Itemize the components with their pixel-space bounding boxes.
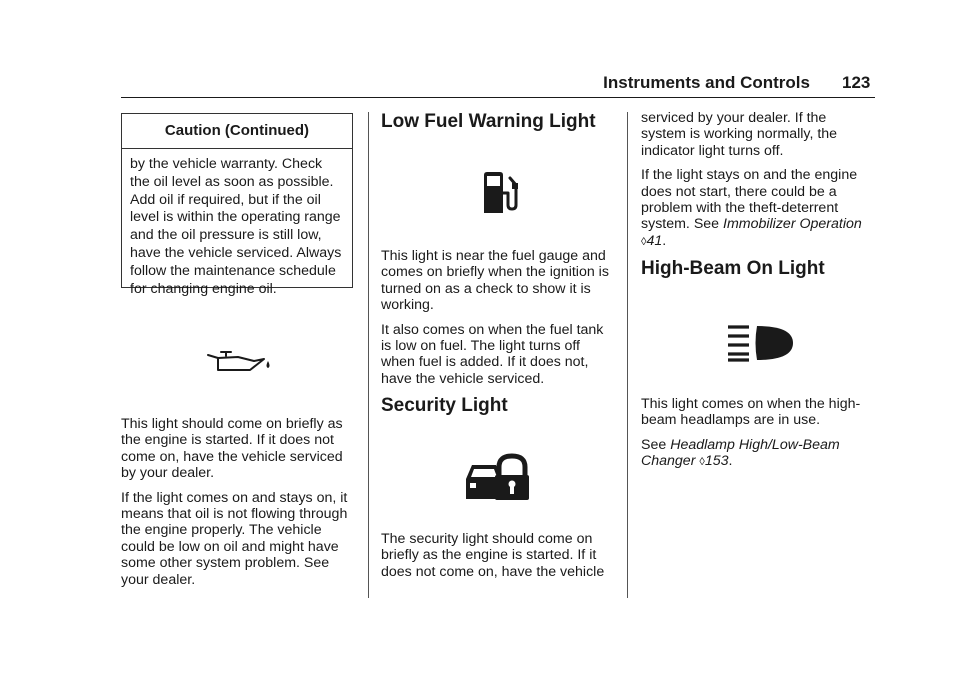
high-beam-para-1: This light comes on when the high-beam headlamps are in use. <box>641 396 861 429</box>
column-divider-1 <box>368 112 369 598</box>
low-fuel-para-1: This light is near the fuel gauge and comes on briefly when the ignition is turned on as a check to show it is working. <box>381 248 609 314</box>
low-fuel-heading: Low Fuel Warning Light <box>381 111 596 132</box>
low-fuel-para-2: It also comes on when the fuel tank is low on fuel. The light turns off when fuel is added. If it does not, have the vehicle serviced. <box>381 321 604 387</box>
immobilizer-page-ref[interactable]: 41 <box>646 232 663 249</box>
caution-body: by the vehicle warranty. Check the oil level as soon as possible. Add oil if required, but if the oil level is within the operating range and the oil pressure is still low, have the vehicle serviced. Always follow the maintenance schedule for changing engine oil. <box>130 156 342 297</box>
oil-pressure-para-2: If the light comes on and stays on, it means that oil is not flowing through the engine properly. The vehicle could be low on oil and might have some other system problem. See your dealer. <box>121 489 348 588</box>
security-heading: Security Light <box>381 395 508 416</box>
security-para-1: The security light should come on briefly as the engine is started. If it does not come on, have the vehicle <box>381 531 605 580</box>
section-title: Instruments and Controls <box>603 73 810 92</box>
immobilizer-link[interactable]: Immobilizer Operation <box>723 216 862 233</box>
oil-pressure-text <box>121 416 357 596</box>
security-lock-car-icon <box>464 453 530 501</box>
oil-pressure-para-1: This light should come on briefly as the engine is started. If it does not come on, have the vehicle serviced by your dealer. <box>121 416 343 482</box>
reference-glyph: ◊ <box>641 235 647 248</box>
oil-pressure-icon <box>206 349 272 373</box>
security-text-cont <box>641 110 871 258</box>
caution-title: Caution (Continued) <box>122 114 352 149</box>
reference-glyph: ◊ <box>699 456 705 469</box>
header-divider <box>121 97 875 98</box>
high-beam-heading: High-Beam On Light <box>641 258 825 279</box>
headlamp-page-ref[interactable]: 153 <box>704 453 729 470</box>
column-divider-2 <box>627 112 628 598</box>
page-header <box>0 0 960 100</box>
caution-box <box>121 113 353 297</box>
high-beam-icon <box>727 324 795 362</box>
low-fuel-text <box>381 248 617 395</box>
high-beam-para-2: See Headlamp High/Low-Beam Changer ◊153. <box>641 436 840 470</box>
security-para-2: serviced by your dealer. If the system is working normally, the indicator light turns off. <box>641 110 838 159</box>
security-text <box>381 531 617 588</box>
headlamp-changer-link[interactable]: Headlamp High/Low-Beam Changer <box>641 436 840 470</box>
page-number: 123 <box>842 73 871 92</box>
fuel-pump-icon <box>482 171 522 215</box>
high-beam-text <box>641 396 871 479</box>
security-para-3: If the light stays on and the engine does not start, there could be a problem with the theft-deterrent system. See Immobilizer Operation ◊41. <box>641 167 862 249</box>
